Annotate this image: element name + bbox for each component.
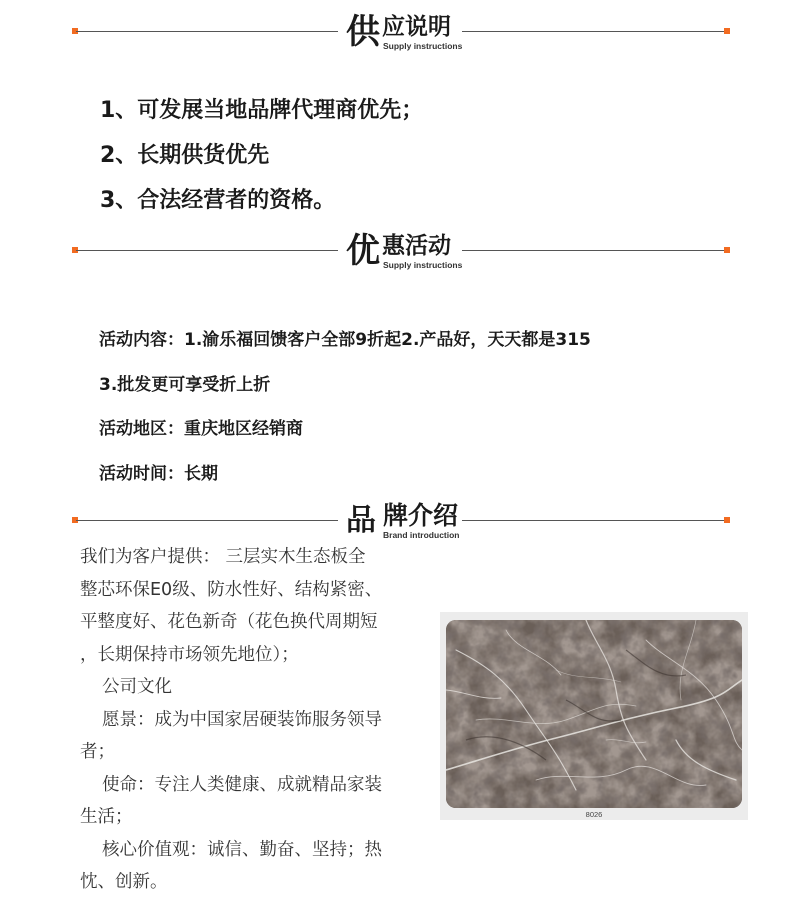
brand-line: 忱、创新。 [80,872,168,892]
section-title-supply [346,12,466,52]
brand-line: 整芯环保E0级、防水性好、结构紧密、 [80,579,383,600]
divider-line [462,520,724,521]
orange-square-icon [724,517,730,523]
supply-list [100,88,423,223]
promo-block [99,318,591,496]
marble-board-image [446,620,742,808]
promo-line: 活动内容：1.渝乐福回馈客户全部9折起2.产品好，天天都是315 [99,330,591,350]
brand-line: 核心价值观：诚信、勤奋、坚持；热 [102,839,382,860]
orange-square-icon [724,28,730,34]
brand-description [80,541,410,899]
brand-line: 愿景：成为中国家居硬装饰服务领导 [102,709,382,730]
title-rest: 牌介绍 [383,501,459,530]
supply-item: 1、可发展当地品牌代理商优先； [100,98,424,123]
brand-line: 平整度好、花色新奇（花色换代周期短 [80,612,378,632]
title-subtitle: Supply instructions [383,41,463,51]
brand-line: 者； [80,742,115,762]
brand-line: ，长期保持市场领先地位）； [80,644,299,665]
brand-line: 公司文化 [102,677,172,697]
brand-line: 生活； [80,807,133,827]
supply-item: 2、长期供货优先 [100,143,270,168]
brand-line: 我们为客户提供： 三层实木生态板全 [80,547,366,567]
title-big-char: 优 [346,231,380,271]
divider-line [76,520,338,521]
divider-line [76,250,338,251]
divider-line [462,250,724,251]
product-sample-image [440,612,748,820]
divider-line [76,31,338,32]
promo-line: 活动地区：重庆地区经销商 [99,419,303,439]
supply-item: 3、合法经营者的资格。 [100,188,336,213]
section-header-promo [72,231,730,271]
marble-texture [446,620,742,808]
brand-line: 使命：专注人类健康、成就精品家装 [102,774,382,795]
title-rest: 应说明 [382,14,451,40]
product-code: 8026 [585,810,603,819]
title-subtitle: Supply instructions [383,260,463,270]
section-title-promo [346,231,466,271]
title-big-char: 供 [346,12,380,52]
title-subtitle: Brand introduction [383,530,460,540]
section-header-supply [72,12,730,52]
title-big-char: 品 [346,503,376,538]
promo-line: 活动时间：长期 [99,463,218,484]
orange-square-icon [724,247,730,253]
promo-line: 3.批发更可享受折上折 [99,374,271,395]
title-rest: 惠活动 [382,233,451,259]
divider-line [462,31,724,32]
section-header-brand [72,501,730,541]
section-title-brand [346,501,466,541]
